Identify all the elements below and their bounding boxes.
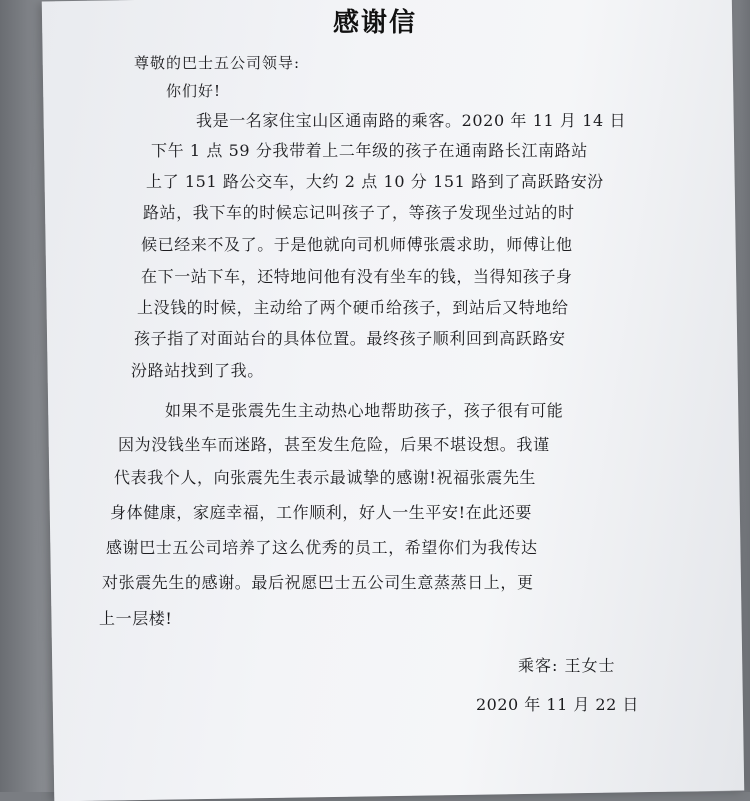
body-line: 在下一站下车，还特地问他有没有坐车的钱，当得知孩子身 (141, 267, 573, 286)
body-line: 因为没钱坐车而迷路，甚至发生危险，后果不堪设想。我谨 (118, 435, 550, 454)
letter-greeting: 你们好! (166, 82, 222, 100)
body-line: 上没钱的时候，主动给了两个硬币给孩子，到站后又特地给 (137, 298, 569, 317)
letter-title: 感谢信 (332, 8, 417, 38)
body-line: 代表我个人，向张震先生表示最诚挚的感谢!祝福张震先生 (114, 468, 537, 487)
body-line: 汾路站找到了我。 (131, 361, 264, 380)
body-line: 下午 1 点 59 分我带着上二年级的孩子在通南路长江南路站 (151, 141, 588, 160)
body-line: 孩子指了对面站台的具体位置。最终孩子顺利回到高跃路安 (134, 329, 566, 348)
body-line: 上一层楼! (99, 609, 173, 628)
letter-salutation: 尊敬的巴士五公司领导: (134, 54, 301, 72)
body-line: 上了 151 路公交车，大约 2 点 10 分 151 路到了高跃路安汾 (146, 172, 604, 191)
body-line: 我是一名家住宝山区通南路的乘客。2020 年 11 月 14 日 (196, 111, 627, 130)
letter-date: 2020 年 11 月 22 日 (476, 695, 639, 714)
body-line: 身体健康，家庭幸福，工作顺利，好人一生平安!在此还要 (110, 503, 533, 522)
body-line: 对张震先生的感谢。最后祝愿巴士五公司生意蒸蒸日上，更 (102, 573, 534, 592)
body-line: 感谢巴士五公司培养了这么优秀的员工，希望你们为我传达 (106, 538, 538, 557)
body-line: 路站，我下车的时候忘记叫孩子了，等孩子发现坐过站的时 (143, 203, 575, 222)
letter-signer: 乘客: 王女士 (518, 656, 616, 675)
body-line: 候已经来不及了。于是他就向司机师傅张震求助，师傅让他 (141, 235, 573, 254)
body-line: 如果不是张震先生主动热心地帮助孩子，孩子很有可能 (165, 401, 564, 420)
